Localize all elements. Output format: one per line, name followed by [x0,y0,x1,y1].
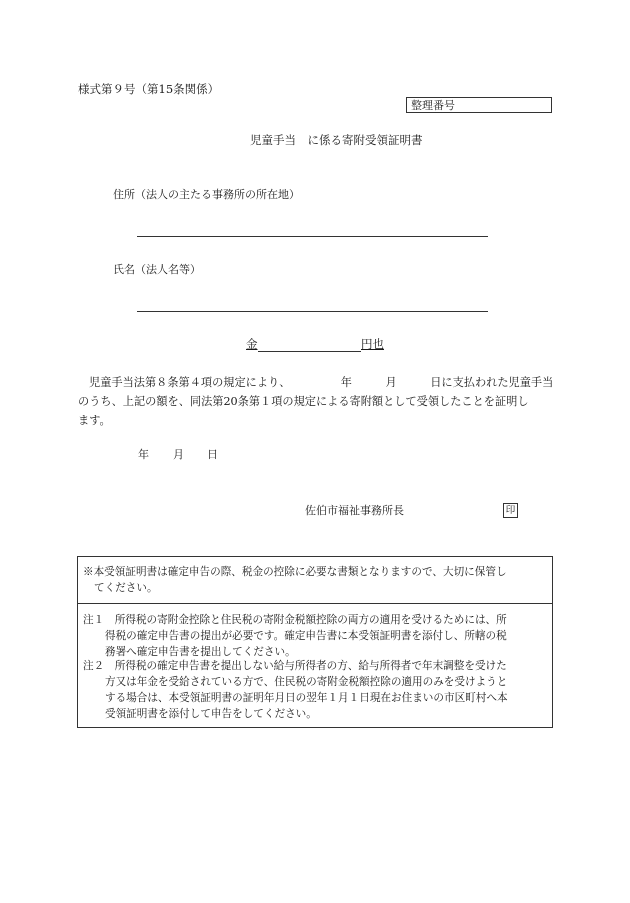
address-underline [137,236,488,237]
amount-prefix: 金 [246,337,258,351]
body-line-1: 児童手当法第８条第４項の規定により、 年 月 日に支払われた児童手当 [89,376,554,389]
reference-number-label: 整理番号 [411,99,455,112]
body-line-2: のうち、上記の額を、同法第20条第１項の規定による寄附額として受領したことを証明し [78,395,529,408]
note-2-line-4: 受領証明書を添付して申告をしてください。 [105,708,317,720]
note-1 [83,612,545,660]
name-label: 氏名（法人名等） [113,263,201,276]
note-1-line-2: 得税の確定申告書の提出が必要です。確定申告書に本受領証明書を添付し、所轄の税 [105,630,507,642]
certification-body [78,373,554,430]
notes-divider [78,603,552,604]
date-day-label: 日 [207,448,218,461]
notes-box [77,556,553,728]
name-underline [137,311,488,312]
body-line-3: ます。 [78,414,111,427]
caution-note [83,564,545,596]
note-1-line-1: 注１ 所得税の寄附金控除と住民税の寄附金税額控除の両方の適用を受けるためには、所 [83,614,507,626]
note-2-line-1: 注２ 所得税の確定申告書を提出しない給与所得者の方、給与所得者で年末調整を受けた [83,660,507,672]
caution-line-2: てください。 [94,582,158,594]
amount-underline [258,351,361,352]
issuer-name: 佐伯市福祉事務所長 [305,504,404,517]
caution-line-1: ※本受領証明書は確定申告の際、税金の控除に必要な書類となりますので、大切に保管し [83,566,507,578]
date-year-label: 年 [138,448,149,461]
reference-number-box [406,97,552,113]
date-month-label: 月 [173,448,184,461]
note-1-line-3: 務署へ確定申告書を提出してください。 [105,646,296,658]
document-title: 児童手当 に係る寄附受領証明書 [250,133,423,147]
amount-suffix: 円也 [361,337,384,351]
note-2-line-2: 方又は年金を受給されている方で、住民税の寄附金税額控除の適用のみを受けようと [105,676,508,688]
note-2-line-3: する場合は、本受領証明書の証明年月日の翌年１月１日現在お住まいの市区町村へ本 [105,692,508,704]
form-number: 様式第９号（第15条関係） [78,82,220,96]
note-2 [83,658,545,722]
address-label: 住所（法人の主たる事務所の所在地） [113,188,300,201]
seal-mark: 印 [503,503,518,518]
